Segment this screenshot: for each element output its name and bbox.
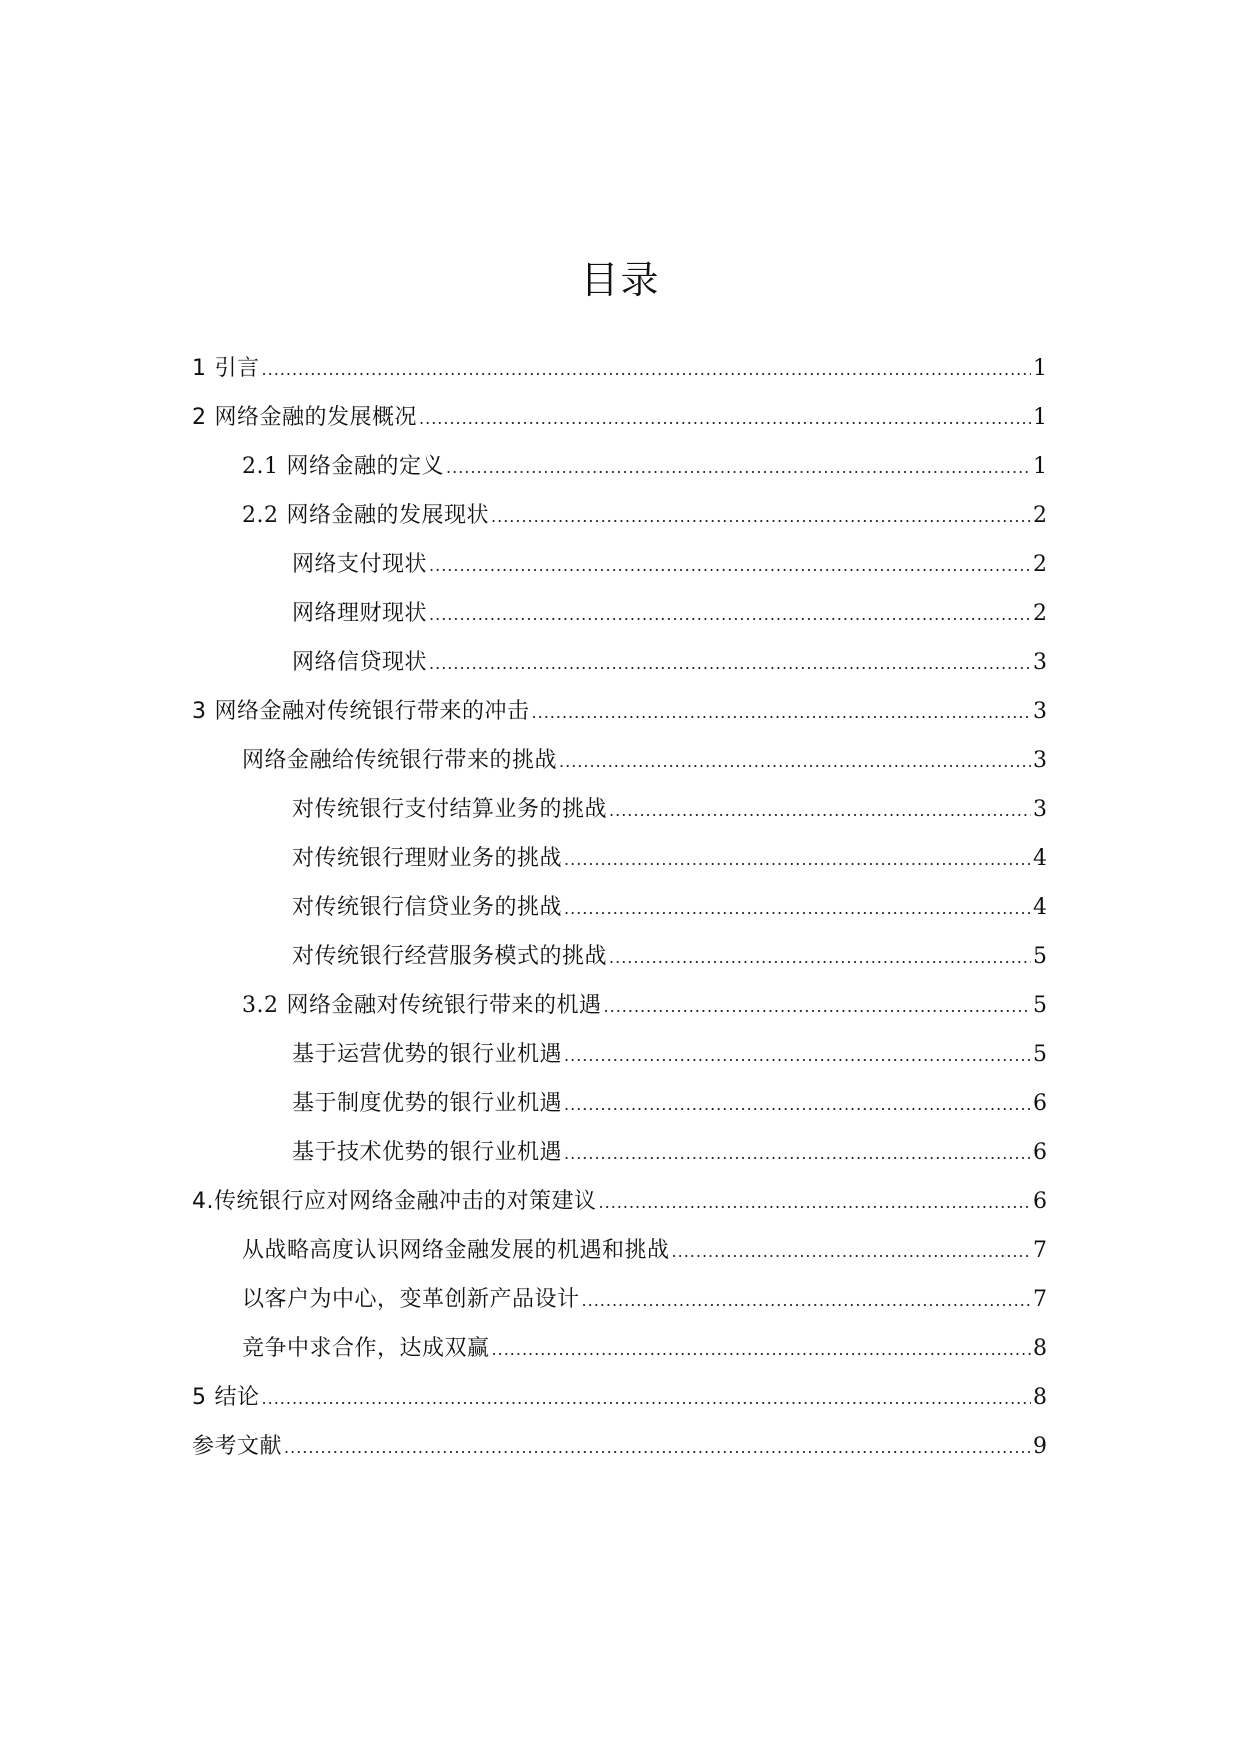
toc-entry[interactable] bbox=[192, 403, 1047, 452]
toc-page-number: 1 bbox=[1033, 405, 1047, 430]
toc-dot-leader bbox=[599, 1188, 1031, 1218]
toc-dot-leader bbox=[564, 1139, 1031, 1169]
toc-entry[interactable] bbox=[192, 697, 1047, 746]
toc-page-number: 9 bbox=[1033, 1434, 1047, 1459]
toc-entry-label bbox=[292, 844, 562, 874]
toc-dot-leader bbox=[672, 1237, 1031, 1267]
toc-entry[interactable] bbox=[192, 354, 1047, 403]
toc-entry-text: 基于运营优势的银行业机遇 bbox=[292, 1042, 563, 1067]
toc-page-number: 1 bbox=[1033, 356, 1047, 381]
toc-entry-text: 网络理财现状 bbox=[292, 601, 428, 626]
toc-entry-number: 2 bbox=[192, 405, 207, 430]
toc-dot-leader bbox=[559, 747, 1031, 777]
toc-dot-leader bbox=[532, 698, 1031, 728]
toc-page-number: 3 bbox=[1033, 797, 1047, 822]
toc-entry-text: 网络信贷现状 bbox=[292, 650, 428, 675]
toc-dot-leader bbox=[262, 355, 1031, 385]
toc-page-number: 2 bbox=[1033, 601, 1047, 626]
toc-entry-label bbox=[192, 697, 530, 727]
toc-entry-label bbox=[242, 501, 489, 531]
toc-entry[interactable] bbox=[192, 1187, 1047, 1236]
toc-dot-leader bbox=[419, 404, 1031, 434]
toc-entry-text: 网络金融的定义 bbox=[286, 454, 445, 479]
toc-entry-text: 网络金融给传统银行带来的挑战 bbox=[242, 748, 558, 773]
toc-entry-label bbox=[292, 795, 607, 825]
toc-page-number: 3 bbox=[1033, 748, 1047, 773]
toc-dot-leader bbox=[429, 600, 1031, 630]
toc-page-number: 6 bbox=[1033, 1189, 1047, 1214]
toc-entry-text: 网络金融对传统银行带来的机遇 bbox=[286, 993, 602, 1018]
toc-entry-text: 基于技术优势的银行业机遇 bbox=[292, 1140, 563, 1165]
toc-entry-label bbox=[192, 1432, 282, 1462]
toc-entry-label bbox=[242, 1334, 490, 1364]
toc-entry-number: 3.2 bbox=[242, 993, 279, 1018]
toc-dot-leader bbox=[564, 1090, 1031, 1120]
toc-entry-label bbox=[292, 893, 562, 923]
toc-entry[interactable] bbox=[192, 550, 1047, 599]
toc-dot-leader bbox=[492, 1335, 1031, 1365]
toc-page-number: 6 bbox=[1033, 1140, 1047, 1165]
toc-entry-text: 网络金融的发展现状 bbox=[286, 503, 490, 528]
toc-dot-leader bbox=[429, 551, 1031, 581]
toc-entry-label bbox=[192, 1383, 260, 1413]
toc-entry-label bbox=[242, 1236, 670, 1266]
toc-page-number: 5 bbox=[1033, 1042, 1047, 1067]
toc-entry-label bbox=[292, 550, 427, 580]
table-of-contents bbox=[192, 354, 1047, 1481]
toc-entry-text: 网络金融对传统银行带来的冲击 bbox=[214, 699, 530, 724]
toc-entry-text: 对传统银行支付结算业务的挑战 bbox=[292, 797, 608, 822]
toc-dot-leader bbox=[429, 649, 1031, 679]
toc-entry[interactable] bbox=[192, 844, 1047, 893]
toc-entry-text: 竞争中求合作，达成双赢 bbox=[242, 1336, 490, 1361]
toc-page-number: 2 bbox=[1033, 552, 1047, 577]
toc-dot-leader bbox=[446, 453, 1031, 483]
toc-entry-label bbox=[292, 648, 427, 678]
toc-dot-leader bbox=[604, 992, 1031, 1022]
toc-page-number: 8 bbox=[1033, 1336, 1047, 1361]
toc-entry[interactable] bbox=[192, 991, 1047, 1040]
toc-entry-text: 对传统银行理财业务的挑战 bbox=[292, 846, 563, 871]
toc-entry[interactable] bbox=[192, 1040, 1047, 1089]
toc-page-number: 8 bbox=[1033, 1385, 1047, 1410]
toc-page-number: 7 bbox=[1033, 1238, 1047, 1263]
toc-entry[interactable] bbox=[192, 1138, 1047, 1187]
toc-dot-leader bbox=[609, 796, 1031, 826]
toc-entry-label bbox=[292, 599, 427, 629]
toc-entry-label bbox=[292, 1138, 562, 1168]
toc-page-number: 5 bbox=[1033, 944, 1047, 969]
toc-entry-number: 2.1 bbox=[242, 454, 279, 479]
toc-page-number: 3 bbox=[1033, 650, 1047, 675]
page-title: 目录 bbox=[580, 258, 661, 302]
toc-entry-label bbox=[192, 403, 417, 433]
toc-entry-text: 网络金融的发展概况 bbox=[214, 405, 418, 430]
toc-entry-label bbox=[192, 1187, 597, 1217]
toc-entry[interactable] bbox=[192, 893, 1047, 942]
toc-dot-leader bbox=[609, 943, 1031, 973]
toc-page-number: 4 bbox=[1033, 846, 1047, 871]
toc-entry[interactable] bbox=[192, 1236, 1047, 1285]
toc-page-number: 7 bbox=[1033, 1287, 1047, 1312]
toc-dot-leader bbox=[582, 1286, 1031, 1316]
toc-page-number: 5 bbox=[1033, 993, 1047, 1018]
toc-dot-leader bbox=[564, 845, 1031, 875]
toc-entry[interactable] bbox=[192, 452, 1047, 501]
toc-entry-label bbox=[292, 1040, 562, 1070]
toc-entry-number: 1 bbox=[192, 356, 207, 381]
toc-entry[interactable] bbox=[192, 1432, 1047, 1481]
toc-dot-leader bbox=[262, 1384, 1031, 1414]
toc-entry-label bbox=[242, 991, 602, 1021]
toc-entry[interactable] bbox=[192, 1383, 1047, 1432]
toc-entry[interactable] bbox=[192, 1334, 1047, 1383]
toc-entry-label bbox=[242, 1285, 580, 1315]
toc-entry-label bbox=[192, 354, 260, 384]
toc-entry[interactable] bbox=[192, 795, 1047, 844]
toc-entry-label bbox=[292, 1089, 562, 1119]
toc-entry-label bbox=[242, 452, 444, 482]
toc-entry[interactable] bbox=[192, 1089, 1047, 1138]
toc-entry[interactable] bbox=[192, 648, 1047, 697]
toc-entry-number: 5 bbox=[192, 1385, 207, 1410]
toc-page-number: 2 bbox=[1033, 503, 1047, 528]
toc-entry-text: 对传统银行信贷业务的挑战 bbox=[292, 895, 563, 920]
toc-entry[interactable] bbox=[192, 942, 1047, 991]
toc-entry-text: 以客户为中心，变革创新产品设计 bbox=[242, 1287, 580, 1312]
toc-entry-number: 2.2 bbox=[242, 503, 279, 528]
toc-page-number: 3 bbox=[1033, 699, 1047, 724]
toc-entry-number: 4. bbox=[192, 1189, 214, 1214]
toc-dot-leader bbox=[491, 502, 1031, 532]
toc-page-number: 4 bbox=[1033, 895, 1047, 920]
toc-entry[interactable] bbox=[192, 501, 1047, 550]
toc-entry-text: 结论 bbox=[214, 1385, 260, 1410]
toc-entry-label bbox=[242, 746, 557, 776]
toc-page-number: 6 bbox=[1033, 1091, 1047, 1116]
toc-entry-text: 对传统银行经营服务模式的挑战 bbox=[292, 944, 608, 969]
toc-page-number: 1 bbox=[1033, 454, 1047, 479]
toc-entry-text: 从战略高度认识网络金融发展的机遇和挑战 bbox=[242, 1238, 670, 1263]
toc-entry-label bbox=[292, 942, 607, 972]
toc-dot-leader bbox=[564, 1041, 1031, 1071]
toc-dot-leader bbox=[284, 1433, 1031, 1463]
toc-dot-leader bbox=[564, 894, 1031, 924]
toc-entry[interactable] bbox=[192, 1285, 1047, 1334]
toc-entry[interactable] bbox=[192, 746, 1047, 795]
toc-entry-text: 基于制度优势的银行业机遇 bbox=[292, 1091, 563, 1116]
toc-entry-text: 传统银行应对网络金融冲击的对策建议 bbox=[214, 1189, 597, 1214]
toc-entry-text: 引言 bbox=[214, 356, 260, 381]
toc-entry-text: 参考文献 bbox=[192, 1434, 283, 1459]
toc-entry-number: 3 bbox=[192, 699, 207, 724]
toc-entry-text: 网络支付现状 bbox=[292, 552, 428, 577]
toc-entry[interactable] bbox=[192, 599, 1047, 648]
